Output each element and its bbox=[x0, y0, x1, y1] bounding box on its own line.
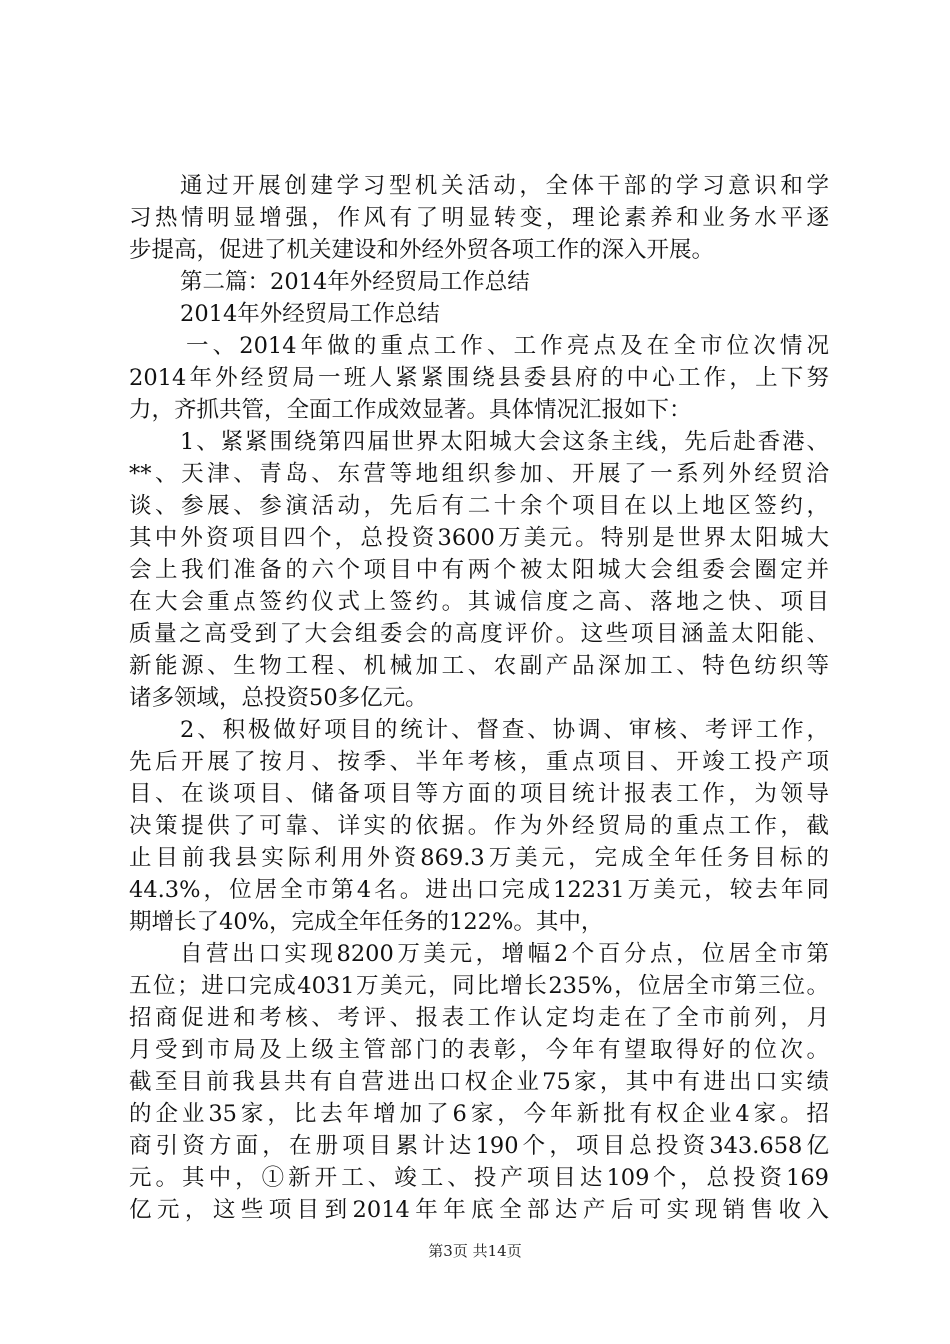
body-text bbox=[129, 170, 829, 1226]
text-line: 截至目前我县共有自营进出口权企业75家，其中有进出口实绩 bbox=[129, 1069, 829, 1095]
text-line: 2014年外经贸局工作总结 bbox=[180, 301, 440, 327]
text-line: 一、2014年做的重点工作、工作亮点及在全市位次情况 bbox=[186, 333, 829, 359]
text-line: 月受到市局及上级主管部门的表彰，今年有望取得好的位次。 bbox=[129, 1037, 829, 1063]
text-line: 通过开展创建学习型机关活动，全体干部的学习意识和学 bbox=[180, 173, 829, 199]
text-line: 质量之高受到了大会组委会的高度评价。这些项目涵盖太阳能、 bbox=[129, 621, 829, 647]
text-line: 止目前我县实际利用外资869.3万美元，完成全年任务目标的 bbox=[129, 845, 829, 871]
text-line: 在大会重点签约仪式上签约。其诚信度之高、落地之快、项目 bbox=[129, 589, 829, 615]
text-line: **、天津、青岛、东营等地组织参加、开展了一系列外经贸洽 bbox=[129, 461, 829, 487]
text-line: 第二篇：2014年外经贸局工作总结 bbox=[180, 269, 530, 295]
text-line: 五位；进口完成4031万美元，同比增长235%，位居全市第三位。 bbox=[129, 973, 829, 999]
text-line: 商引资方面，在册项目累计达190个，项目总投资343.658亿 bbox=[129, 1133, 829, 1159]
text-line: 先后开展了按月、按季、半年考核，重点项目、开竣工投产项 bbox=[129, 749, 829, 775]
text-line: 2014年外经贸局一班人紧紧围绕县委县府的中心工作，上下努 bbox=[129, 365, 829, 391]
text-line: 会上我们准备的六个项目中有两个被太阳城大会组委会圈定并 bbox=[129, 557, 829, 583]
text-line: 期增长了40%，完成全年任务的122%。其中， bbox=[129, 909, 604, 935]
text-line: 1、紧紧围绕第四届世界太阳城大会这条主线，先后赴香港、 bbox=[180, 429, 829, 455]
text-line: 44.3%，位居全市第4名。进出口完成12231万美元，较去年同 bbox=[129, 877, 829, 903]
text-line: 其中外资项目四个，总投资3600万美元。特别是世界太阳城大 bbox=[129, 525, 829, 551]
text-line: 目、在谈项目、储备项目等方面的项目统计报表工作，为领导 bbox=[129, 781, 829, 807]
text-line: 习热情明显增强，作风有了明显转变，理论素养和业务水平逐 bbox=[129, 205, 829, 231]
page-footer: 第3页 共14页 bbox=[428, 1242, 522, 1260]
text-line: 的企业35家，比去年增加了6家，今年新批有权企业4家。招 bbox=[129, 1101, 829, 1127]
text-line: 谈、参展、参演活动，先后有二十余个项目在以上地区签约， bbox=[129, 493, 829, 519]
text-line: 自营出口实现8200万美元，增幅2个百分点，位居全市第 bbox=[180, 941, 829, 967]
text-line: 步提高，促进了机关建设和外经外贸各项工作的深入开展。 bbox=[129, 237, 715, 263]
text-line: 2、积极做好项目的统计、督查、协调、审核、考评工作， bbox=[180, 717, 829, 743]
text-line: 元。其中，①新开工、竣工、投产项目达109个，总投资169 bbox=[129, 1165, 829, 1191]
text-line: 诸多领域，总投资50多亿元。 bbox=[129, 685, 428, 711]
text-line: 决策提供了可靠、详实的依据。作为外经贸局的重点工作，截 bbox=[129, 813, 829, 839]
text-line: 招商促进和考核、考评、报表工作认定均走在了全市前列，月 bbox=[129, 1005, 829, 1031]
text-line: 亿元，这些项目到2014年年底全部达产后可实现销售收入 bbox=[129, 1197, 829, 1223]
text-line: 新能源、生物工程、机械加工、农副产品深加工、特色纺织等 bbox=[129, 653, 829, 679]
text-line: 力，齐抓共管，全面工作成效显著。具体情况汇报如下： bbox=[129, 397, 692, 423]
